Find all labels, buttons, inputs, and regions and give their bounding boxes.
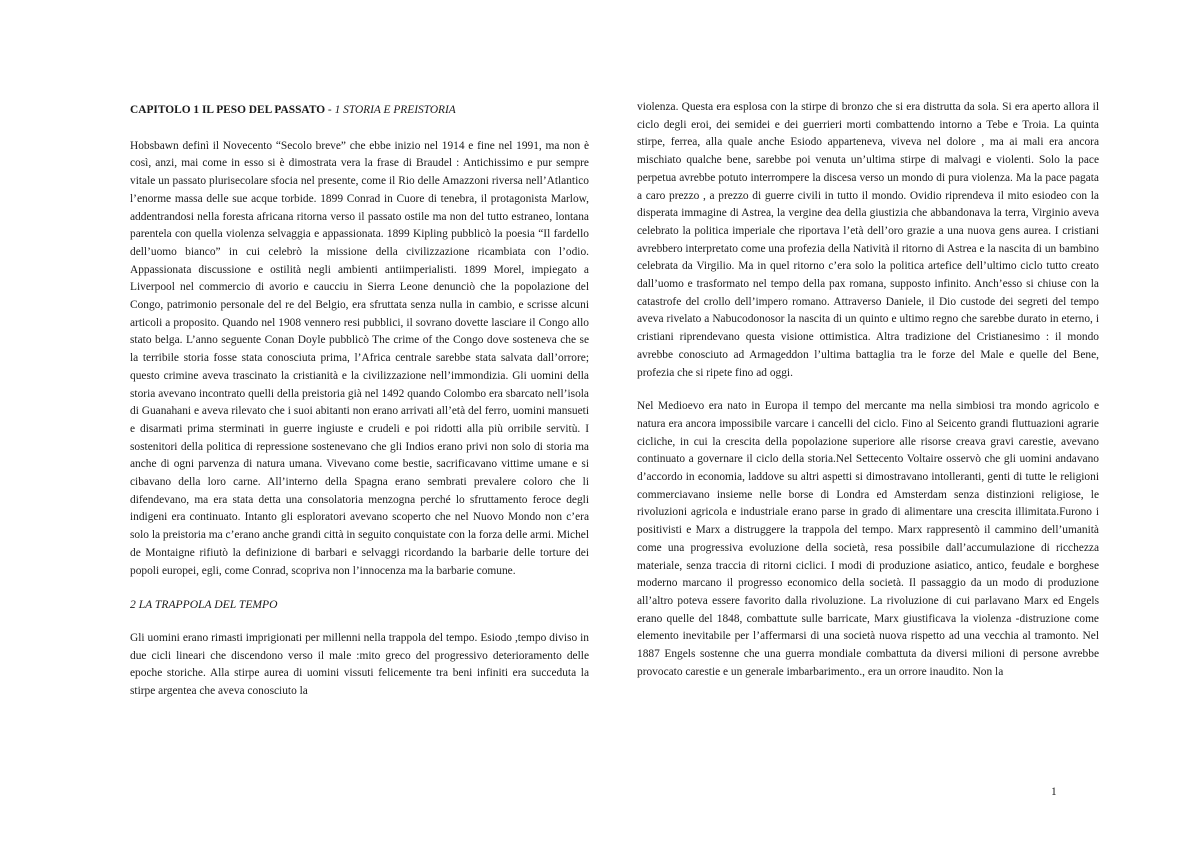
page-number: 1	[1051, 786, 1057, 798]
chapter-heading	[130, 102, 589, 120]
section-title: 1 STORIA E PREISTORIA	[334, 104, 456, 116]
left-column	[130, 102, 589, 701]
section-heading: 2 LA TRAPPOLA DEL TEMPO	[130, 598, 278, 612]
body-paragraph: Nel Medioevo era nato in Europa il tempo del mercante ma nella simbiosi tra mondo agricolo e natura era ancora impossibile varcare i cancelli del ciclo. Fino al Seicento grandi fluttuazioni agrarie cicliche, in cui la crescita della popolazione superiore alle risorse creava gravi carestie, avevano continuato a governare il ciclo della storia.Nel Settecento Voltaire osservò che gli uomini andavano d’accordo in economia, laddove su altri aspetti si dimostravano intolleranti, genti di tutte le religioni commerciavano insieme nelle borse di Londra ed Amsterdam senza distinzioni religiose, le rivoluzioni agricola e industriale erano parse in grado di alimentare una crescita illimitata.Furono i positivisti e Marx a distruggere la trappola del tempo. Marx rappresentò il cammino dell’umanità come una progressiva evoluzione della società, resa possibile dall’accumulazione di ricchezza materiale, senza traccia di ritorni ciclici. I modi di produzione asiatico, antico, feudale e borghese moderno marcano il progresso economico della società. Il passaggio da un modo di produzione all’altro poteva essere favorito dalla rivoluzione. La rivoluzione di cui parlavano Marx ed Engels erano quelle del 1848, combattute sulle barricate, Marx giustificava la violenza -distruzione come elemento inevitabile per l’affermarsi di una società nuova rispetto ad una vecchia al tramonto. Nel 1887 Engels sostenne che una guerra mondiale combattuta da diversi milioni di persone avrebbe provocato carestie e un generale imbarbarimento., era un orrore inaudito. Non la	[637, 400, 1099, 678]
heading-separator: -	[325, 104, 335, 116]
body-paragraph: violenza. Questa era esplosa con la stirpe di bronzo che si era distrutta da sola. Si era aperto allora il ciclo degli eroi, dei semidei e dei guerrieri morti combattendo intorno a Tebe e Troia. La quinta stirpe, ferrea, alla quale anche Esiodo apparteneva, viveva nel dolore , ma ai mali era ancora mischiato qualche bene, sarebbe poi venuta un’ultima stirpe di malvagi e violenti. Solo la pace perpetua avrebbe potuto interrompere la discesa verso un mondo di pura violenza. Ma la pace pagata a caro prezzo , a prezzo di guerre civili in tutto il mondo. Ovidio riprendeva il mito esiodeo con la disperata immagine di Astrea, la vergine dea della giustizia che abbandonava la terra, Virginio aveva celebrato la politica imperiale che riportava l’età dell’oro grazie a una nuova gens aurea. I cristiani avrebbero interpretato come una profezia della Natività il ritorno di Astrea e la nascita di un bambino celebrata da Virgilio. Ma in quel ritorno c’era solo la politica artefice dell’ultimo ciclo tutto creato dall’uomo e trasformato nel tempo della pax romana, supposto infinito. Anch’esso si chiuse con la catastrofe del crollo dell’impero romano. Attraverso Daniele, il Dio custode dei segreti del tempo aveva rivelato a Nabucodonosor la nascita di un quinto e ultimo regno che sarebbe durato in eterno, i cristiani riprendevano questa visione ottimistica. Altra tradizione del Cristianesimo : il mondo avrebbe conosciuto ad Armageddon l’ultima battaglia tra le forze del Male e quelle del Bene, profezia che si ripete fino ad oggi.	[637, 101, 1099, 379]
body-paragraph: Hobsbawn definì il Novecento “Secolo breve” che ebbe inizio nel 1914 e fine nel 1991, ma non è così, anzi, mai come in esso si è dimostrata vera la frase di Braudel : Antichissimo e pur sempre vitale un passato plurisecolare sfocia nel presente, come il Rio delle Amazzoni riversa nell’Atlantico l’enorme massa delle sue acque torbide. 1899 Conrad in Cuore di tenebra, il protagonista Marlow, addentrandosi nella foresta africana ritorna verso il passato ostile ma non del tutto estraneo, lontana parentela con quella violenza selvaggia e appassionata. 1899 Kipling pubblicò la poesia “Il fardello dell’uomo bianco” in cui celebrò la missione della civilizzazione ricambiata con l’odio. Appassionata discussione e ostilità negli ambienti antiimperialisti. 1899 Morel, impiegato a Liverpool nel commercio di avorio e caucciu in Sierra Leone denunciò che la popolazione del Congo, patrimonio personale del re del Belgio, era sfruttata senza nulla in cambio, e scrisse alcuni articoli a proposito. Quando nel 1908 vennero resi pubblici, il sovrano dovette lasciare il Congo allo stato belga. L’anno seguente Conan Doyle pubblicò The crime of the Congo dove sosteneva che se la terribile storia fosse stata conosciuta prima, l’Africa centrale sarebbe stata salvata dall’orrore; questo crimine aveva trascinato la cristianità e la civilizzazione nell’immondizia. Gli uomini della storia avevano incontrato quelli della preistoria già nel 1492 quando Colombo era sbarcato nell’isola di Guanahani e aveva rilevato che i suoi abitanti non erano arrivati all’età del ferro, uomini mansueti e disarmati prima sterminati in guerre ingiuste e crudeli e poi ridotti alla più orribile servitù. I sostenitori della politica di repressione sostenevano che gli Indios erano privi non solo di storia ma anche di ogni parvenza di natura umana. Vivevano come bestie, sacrificavano vittime umane e si cibavano della loro carne. All’interno della Spagna erano sembrati prevalere coloro che li difendevano, ma era stata detta una consolatoria menzogna perché lo sfruttamento feroce degli indigeni era continuato. Intanto gli esploratori avevano scoperto che nel Nuovo Mondo non c’era solo la preistoria ma c’erano anche grandi città in seguito conquistate con la forza delle armi. Michel de Montaigne rifiutò la definizione di barbari e selvaggi ricordando la barbarie delle torture dei popoli europei, egli, come Conrad, scopriva non l’innocenza ma la barbarie comune.	[130, 139, 589, 577]
body-paragraph: Gli uomini erano rimasti imprigionati per millenni nella trappola del tempo. Esiodo ,tempo diviso in due cicli lineari che discendono verso il male :mito greco del progressivo deterioramento delle epoche storiche. Alla stirpe aurea di uomini vissuti felicemente tra beni infiniti era succeduta la stirpe argentea che aveva conosciuto la	[130, 631, 589, 698]
right-column	[637, 99, 1099, 682]
chapter-title: CAPITOLO 1 IL PESO DEL PASSATO	[130, 104, 326, 116]
